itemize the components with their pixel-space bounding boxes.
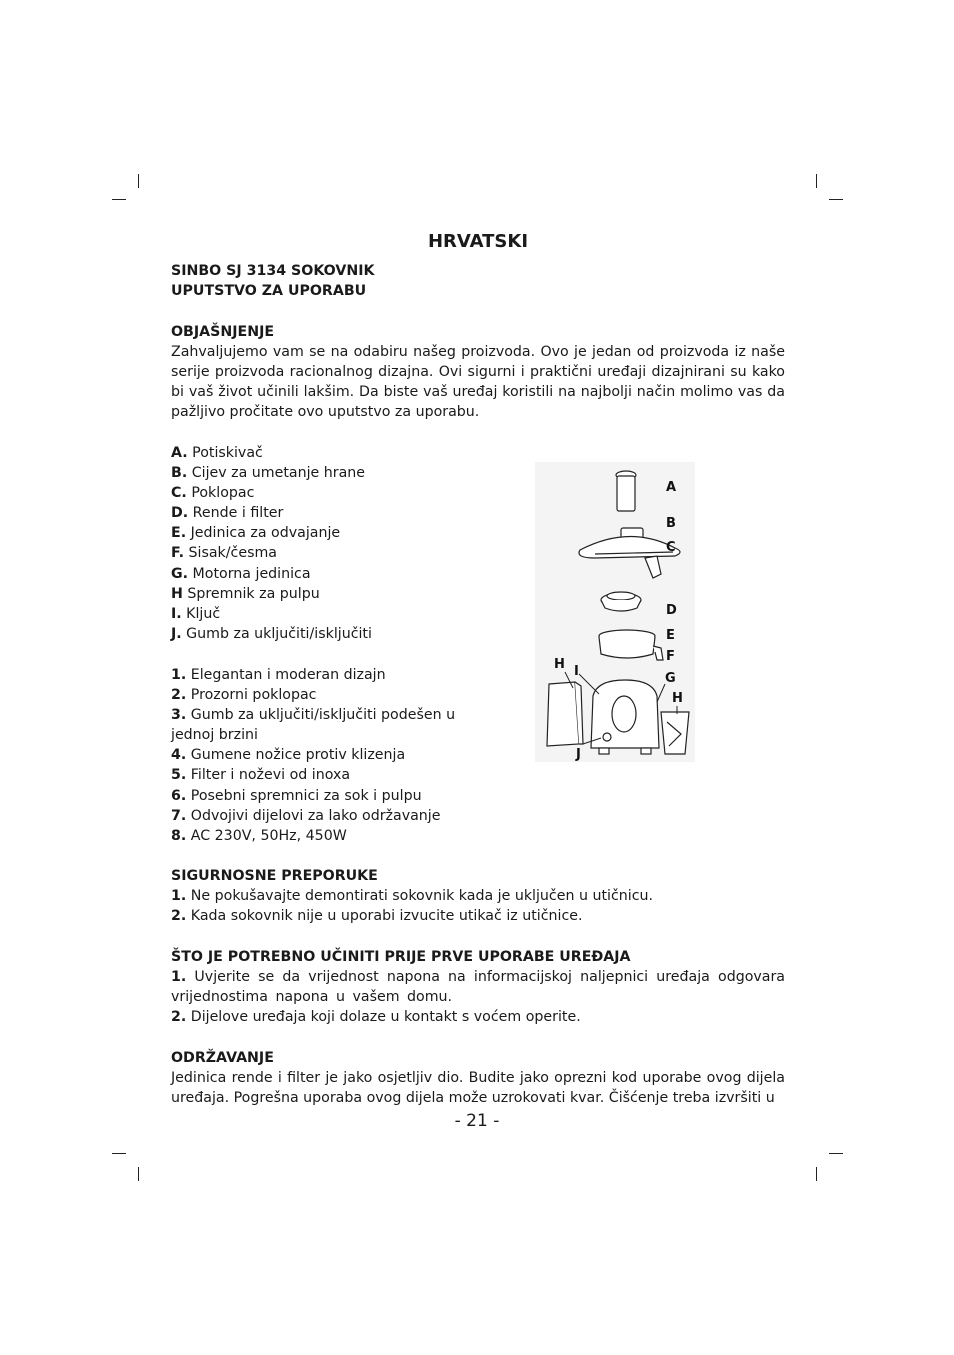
maintenance-heading: ODRŽAVANJE [171, 1050, 274, 1066]
figure-label-a: A [666, 480, 677, 495]
figure-label-j: J [576, 747, 581, 762]
intro-section [171, 322, 785, 422]
title-block [171, 261, 375, 301]
list-item: 8. AC 230V, 50Hz, 450W [171, 827, 347, 844]
list-item: 1. Ne pokušavajte demontirati sokovnik kada je uključen u utičnicu. [171, 888, 653, 905]
safety-heading: SIGURNOSNE PREPORUKE [171, 868, 378, 884]
juicer-diagram [535, 462, 695, 762]
parts-list [171, 443, 372, 644]
crop-mark [112, 199, 126, 200]
language-heading: HRVATSKI [427, 231, 529, 252]
list-item: 4. Gumene nožice protiv klizenja [171, 747, 406, 764]
list-item: 6. Posebni spremnici za sok i pulpu [171, 787, 422, 804]
list-item: 2. Kada sokovnik nije u uporabi izvucite utikač iz utičnice. [171, 908, 583, 925]
first-use-section [171, 947, 785, 1027]
list-item: D. Rende i filter [171, 505, 284, 522]
features-list [171, 665, 501, 846]
juice-cup-part [661, 712, 689, 754]
intro-heading: OBJAŠNJENJE [171, 324, 275, 340]
on-off-knob [603, 733, 611, 741]
figure-label-i: I [574, 664, 579, 679]
figure-label-h-left: H [554, 657, 565, 672]
list-item: F. Sisak/česma [171, 545, 277, 562]
crop-mark [138, 174, 139, 188]
maintenance-section [171, 1048, 785, 1108]
pusher-part [616, 471, 636, 511]
pulp-container-left [547, 682, 583, 746]
list-item: 2. Prozorni poklopac [171, 687, 317, 704]
product-title: SINBO SJ 3134 SOKOVNIK [171, 263, 375, 279]
crop-mark [112, 1153, 126, 1154]
list-item: C. Poklopac [171, 485, 255, 502]
figure-label-e: E [666, 628, 675, 643]
crop-mark [816, 174, 817, 188]
list-item: 2. Dijelove uređaja koji dolaze u kontakt s voćem operite. [171, 1009, 581, 1026]
list-item: 5. Filter i noževi od inoxa [171, 767, 351, 784]
crop-mark [829, 199, 843, 200]
motor-unit-part [591, 680, 659, 754]
crop-mark [816, 1167, 817, 1181]
figure-label-b: B [666, 516, 676, 531]
figure-label-c: C [666, 540, 676, 555]
figure-label-h-right: H [672, 691, 683, 706]
intro-text: Zahvaljujemo vam se na odabiru našeg proizvoda. Ovo je jedan od proizvoda iz naše serije proizvoda racionalnog dizajna. Ovi sigurni i praktični uređaji dizajnirani su kako bi vaš život učinili lakšim. Da biste vaš uređaj koristili na najbolji način molimo vas da pažljivo pročitate ovo uputstvo za uporabu. [171, 344, 785, 421]
list-item: 1. Uvjerite se da vrijednost napona na informacijskoj naljepnici uređaja odgovara vrijednostima napona u vašem domu. [171, 969, 785, 1006]
manual-title: UPUTSTVO ZA UPORABU [171, 283, 367, 300]
list-item: B. Cijev za umetanje hrane [171, 465, 366, 482]
list-item: G. Motorna jedinica [171, 565, 311, 582]
list-item: 7. Odvojivi dijelovi za lako održavanje [171, 807, 441, 824]
figure-label-f: F [666, 649, 675, 664]
list-item: E. Jedinica za odvajanje [171, 525, 341, 542]
list-item: 1. Elegantan i moderan dizajn [171, 667, 386, 683]
list-item: H Spremnik za pulpu [171, 585, 320, 602]
crop-mark [829, 1153, 843, 1154]
juicer-exploded-view [535, 462, 695, 762]
figure-label-g: G [665, 671, 676, 686]
crop-mark [138, 1167, 139, 1181]
safety-section [171, 866, 785, 926]
grater-filter-part [601, 592, 641, 611]
list-item: 3. Gumb za uključiti/isključiti podešen u jednoj brzini [171, 707, 456, 744]
maintenance-text: Jedinica rende i filter je jako osjetljiv dio. Budite jako oprezni kod uporabe ovog dijela uređaja. Pogrešna uporaba ovog dijela može uzrokovati kvar. Čišćenje treba izvršiti u [171, 1070, 785, 1107]
figure-label-d: D [666, 603, 677, 618]
page-number: - 21 - [454, 1111, 500, 1131]
list-item: A. Potiskivač [171, 445, 263, 461]
list-item: I. Ključ [171, 605, 221, 622]
first-use-heading: ŠTO JE POTREBNO UČINITI PRIJE PRVE UPORABE UREĐAJA [171, 949, 631, 965]
list-item: J. Gumb za uključiti/isključiti [171, 625, 372, 642]
